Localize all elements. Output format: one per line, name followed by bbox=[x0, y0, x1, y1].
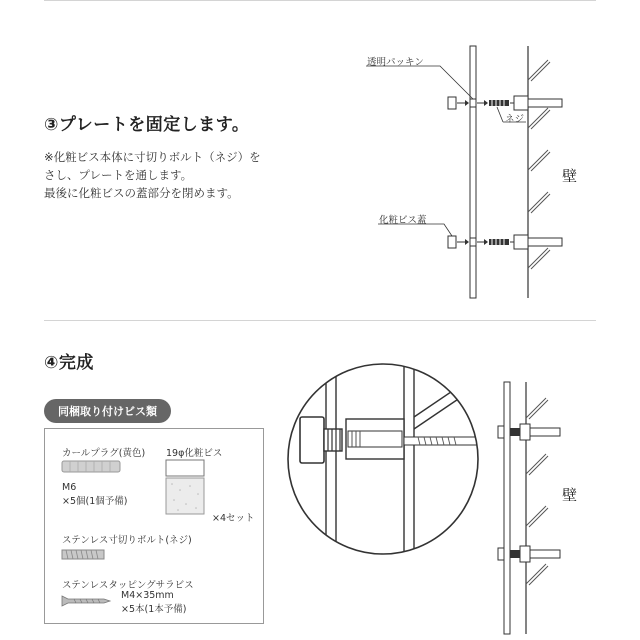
cap-screw-icon bbox=[166, 460, 206, 516]
step4-title: ④完成 bbox=[44, 353, 94, 373]
step3-line-3: 最後に化粧ビスの蓋部分を閉めます。 bbox=[44, 186, 239, 200]
callout-screw: ネジ bbox=[505, 114, 525, 125]
tapping-screw-icon bbox=[62, 594, 112, 608]
tapping-spec: M4×35mm bbox=[121, 590, 174, 601]
step3-title: ③プレートを固定します。 bbox=[44, 115, 250, 135]
plug-qty: ×5個(1個予備) bbox=[62, 496, 128, 507]
included-screws-badge: 同梱取り付けビス類 bbox=[44, 399, 171, 423]
packing-leader bbox=[366, 66, 473, 99]
bolt-label: ステンレス寸切りボルト(ネジ) bbox=[62, 535, 192, 546]
screw-leader bbox=[497, 107, 503, 122]
cap-screw-qty: ×4セット bbox=[212, 513, 255, 524]
magnified-detail bbox=[286, 359, 486, 559]
section-divider bbox=[44, 320, 596, 321]
plug-spec: M6 bbox=[62, 482, 77, 493]
step3-line-2: さし、プレートを通します。 bbox=[44, 168, 193, 182]
callout-cap: 化粧ビス蓋 bbox=[379, 215, 427, 226]
step3-line-1: ※化粧ビス本体に寸切りボルト（ネジ）を bbox=[44, 150, 261, 164]
tapping-qty: ×5本(1本予備) bbox=[121, 604, 187, 615]
upper-assembly bbox=[448, 96, 562, 110]
plug-label: カールプラグ(黄色) bbox=[62, 448, 146, 459]
callout-packing: 透明パッキン bbox=[367, 57, 424, 68]
tapping-label: ステンレスタッピングサラビス bbox=[62, 580, 194, 591]
curl-plug-icon bbox=[62, 460, 122, 474]
step4-elevation bbox=[490, 376, 610, 636]
threaded-bolt-icon bbox=[62, 548, 106, 562]
wall-label-step4: 壁 bbox=[562, 486, 578, 504]
plate bbox=[470, 46, 476, 298]
cap-screw-label: 19φ化粧ビス bbox=[166, 448, 223, 459]
lower-assembly bbox=[448, 235, 562, 249]
wall-label-step3: 壁 bbox=[562, 167, 578, 185]
